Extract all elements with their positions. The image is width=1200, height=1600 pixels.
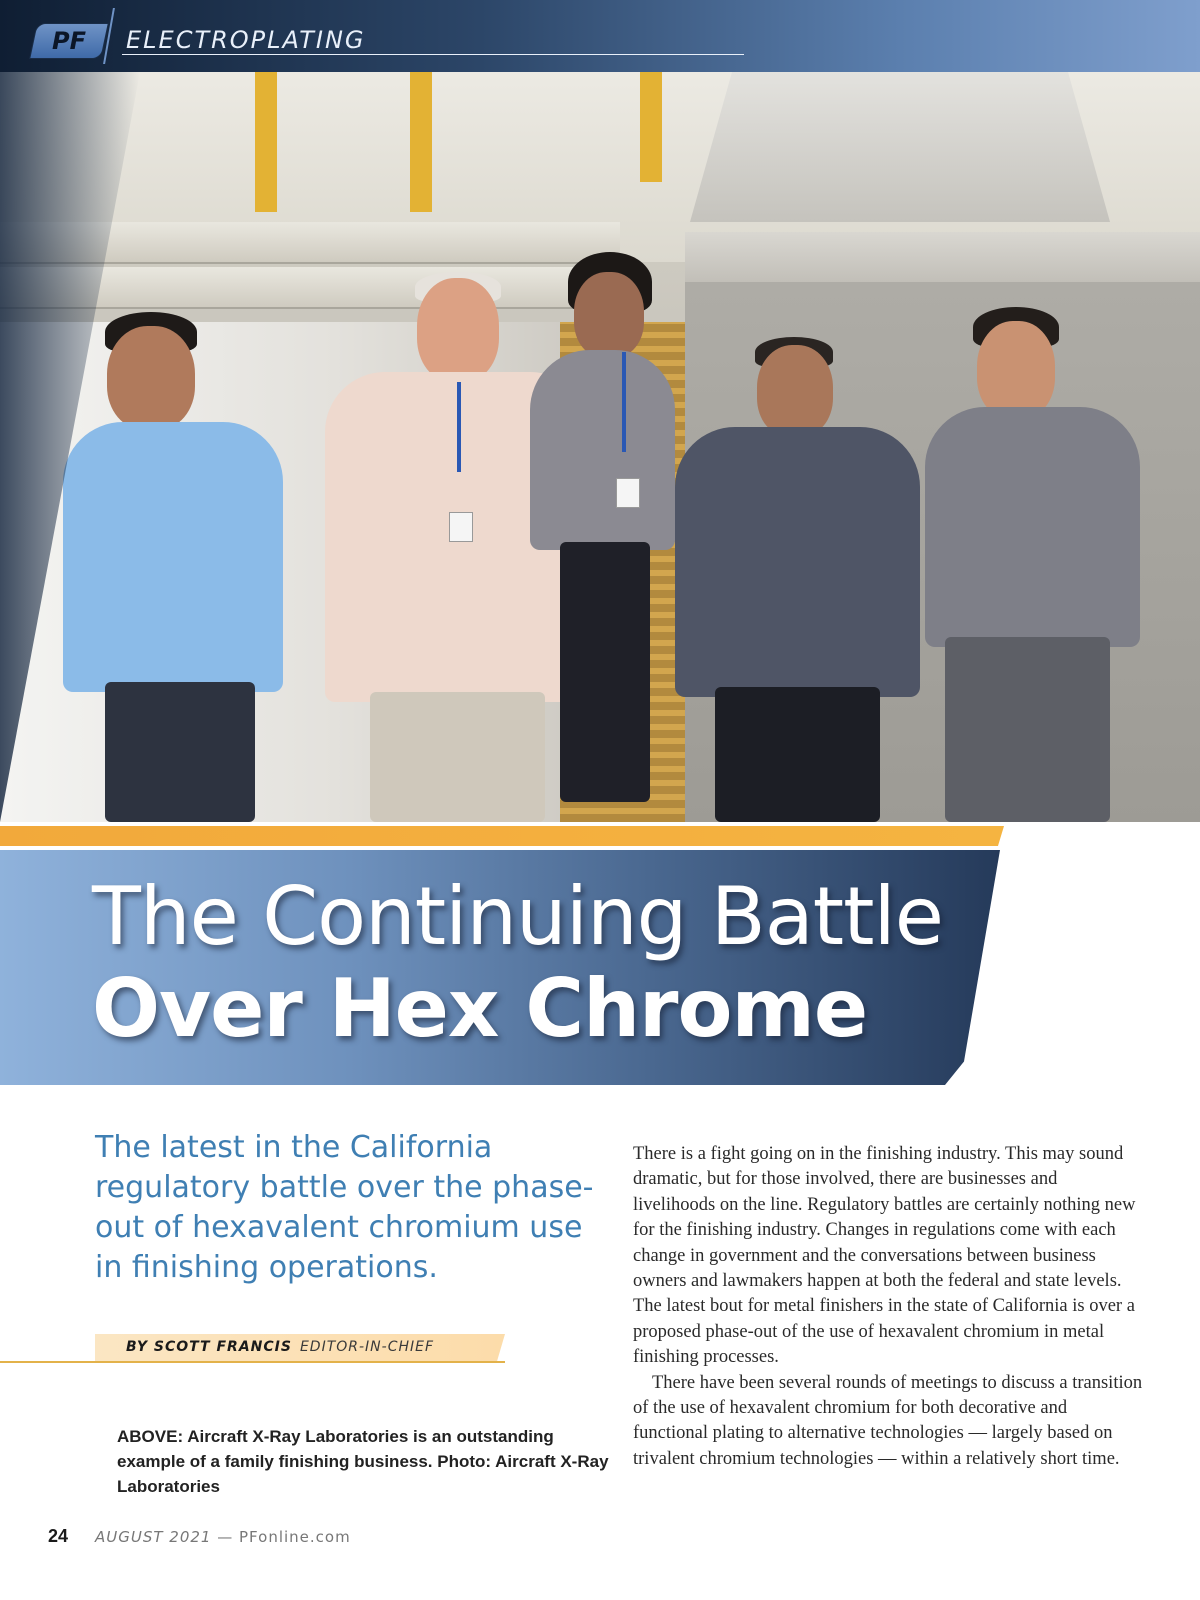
photo-person [530, 252, 680, 812]
article-deck: The latest in the California regulatory battle over the phase-out of hexavalent chromium use in finishing operations. [95, 1130, 594, 1285]
photo-person [675, 337, 925, 822]
article-title-line-2: Over Hex Chrome [92, 962, 868, 1055]
section-title: ELECTROPLATING [126, 26, 366, 54]
footer-issue-line [95, 1528, 351, 1546]
page-number: 24 [48, 1526, 69, 1546]
article-body [633, 1142, 1143, 1472]
photo-yellow-beam [255, 72, 277, 212]
orange-accent-strip [0, 826, 1004, 846]
article-title-line-1: The Continuing Battle [92, 870, 943, 963]
photo-person [925, 307, 1145, 822]
pf-logo-text: PF [52, 27, 86, 55]
footer-issue-date: AUGUST 2021 [95, 1528, 212, 1546]
body-paragraph: There have been several rounds of meetings to discuss a transition of the use of hexavalent chromium for both decorative and functional plating to alternative technologies — largely based on trivalent chromium technologies — within a relatively short time. [633, 1372, 1143, 1469]
header-bar [0, 0, 1200, 72]
photo-caption: ABOVE: Aircraft X-Ray Laboratories is an outstanding example of a family finishing business. Photo: Aircraft X-Ray Laboratories [117, 1427, 609, 1496]
footer-site-link[interactable]: PFonline.com [239, 1528, 351, 1546]
photo-person [55, 312, 315, 822]
footer-separator: — [211, 1528, 240, 1546]
hero-photo [0, 72, 1200, 822]
photo-exhaust-hood [690, 72, 1110, 222]
photo-yellow-beam [640, 72, 662, 182]
author-name: BY SCOTT FRANCIS [126, 1339, 292, 1355]
author-role: EDITOR-IN-CHIEF [299, 1339, 435, 1355]
photo-yellow-beam [410, 72, 432, 212]
section-underline [122, 54, 744, 55]
byline [126, 1339, 434, 1355]
byline-underline [0, 1361, 505, 1363]
body-paragraph: There is a fight going on in the finishing industry. This may sound dramatic, but for those involved, there are businesses and livelihoods on the line. Regulatory battles are certainly nothing new for the finishing industry. Changes in regulations come with each change in government and the conversations between business owners and lawmakers happen at both the federal and state levels. The latest bout for metal finishers in the state of California is over a proposed phase-out of the use of hexavalent chromium in metal finishing processes. [633, 1144, 1136, 1368]
pf-logo-badge [30, 24, 107, 58]
